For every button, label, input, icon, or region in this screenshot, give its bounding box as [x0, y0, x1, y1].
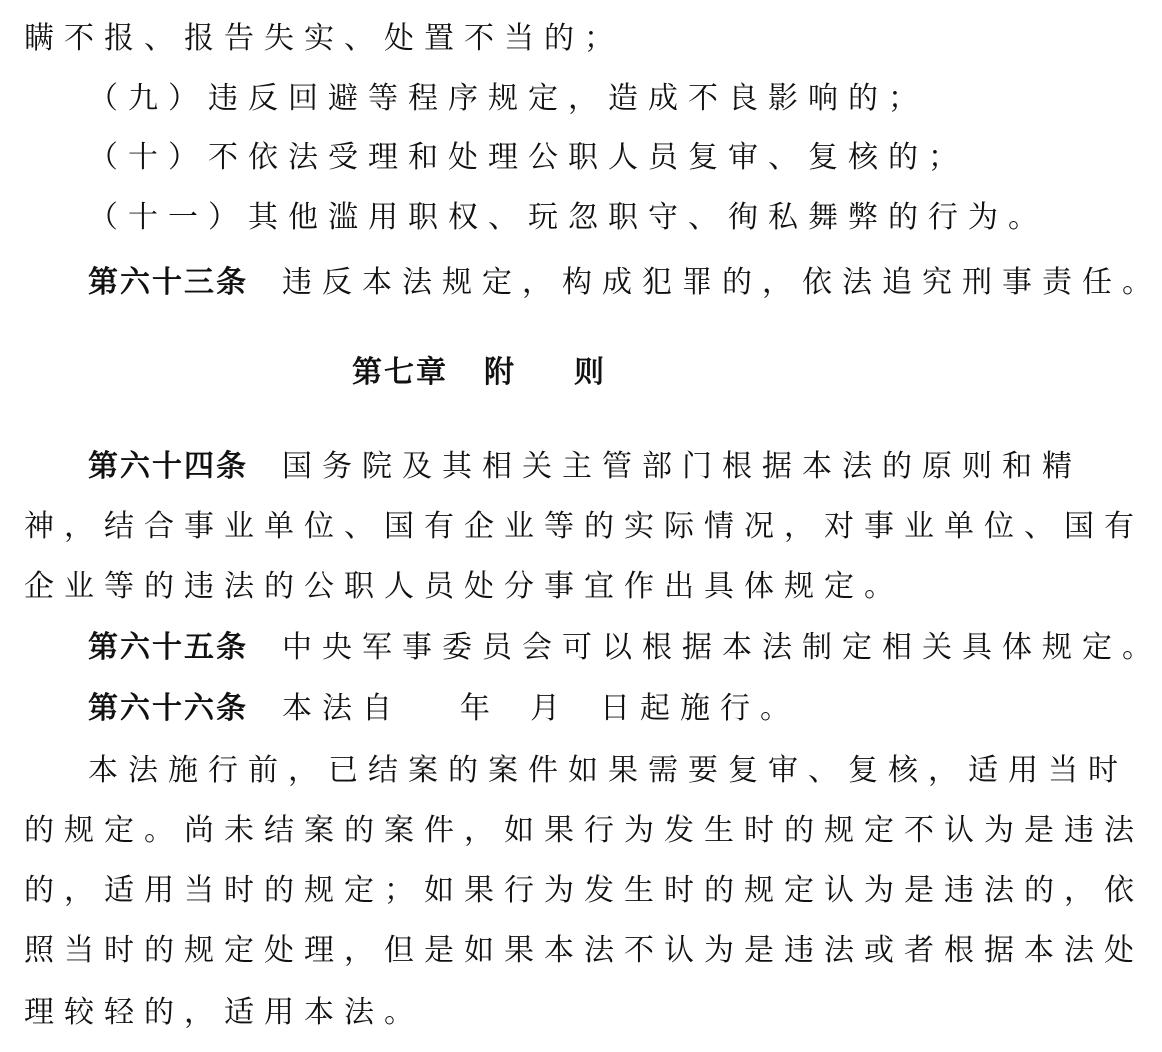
article-66-year: 年: [460, 691, 500, 726]
list-item-11: （十一）其他滥用职权、玩忽职守、徇私舞弊的行为。: [88, 200, 1048, 235]
article-66-text-d: 日起施行。: [600, 691, 800, 726]
article-64-line-3: 企业等的违法的公职人员处分事宜作出具体规定。: [24, 569, 904, 604]
article-66-month: 月: [530, 691, 570, 726]
chapter-heading: [0, 353, 958, 393]
final-para-line-3: 的，适用当时的规定；如果行为发生时的规定认为是违法的，依: [24, 873, 1144, 908]
chapter-title-char-2: 则: [574, 355, 606, 390]
chapter-number: 第七章: [352, 355, 448, 390]
article-66-label: 第六十六条: [88, 691, 248, 726]
list-item-10: （十）不依法受理和处理公职人员复审、复核的；: [88, 140, 968, 175]
article-63-label: 第六十三条: [88, 265, 248, 300]
article-65-label: 第六十五条: [88, 630, 248, 665]
article-65: [88, 628, 1162, 668]
final-para-line-1: 本法施行前，已结案的案件如果需要复审、复核，适用当时: [88, 753, 1128, 788]
article-63-text: 违反本法规定，构成犯罪的，依法追究刑事责任。: [282, 265, 1162, 300]
article-65-text: 中央军事委员会可以根据本法制定相关具体规定。: [282, 630, 1162, 665]
final-para-line-4: 照当时的规定处理，但是如果本法不认为是违法或者根据本法处: [24, 933, 1144, 968]
article-64-text-1: 国务院及其相关主管部门根据本法的原则和精: [282, 449, 1082, 484]
article-64: [88, 447, 1082, 487]
text-line: 瞒不报、报告失实、处置不当的；: [24, 21, 624, 56]
article-64-label: 第六十四条: [88, 449, 248, 484]
article-66-text-a: 本法自: [282, 691, 402, 726]
list-item-9: （九）违反回避等程序规定，造成不良影响的；: [88, 81, 928, 116]
chapter-title-char-1: 附: [484, 355, 516, 390]
article-63: [88, 263, 1162, 303]
final-para-line-5: 理较轻的，适用本法。: [24, 995, 424, 1030]
article-66: [88, 689, 936, 729]
final-para-line-2: 的规定。尚未结案的案件，如果行为发生时的规定不认为是违法: [24, 813, 1144, 848]
article-64-line-2: 神，结合事业单位、国有企业等的实际情况，对事业单位、国有: [24, 509, 1144, 544]
